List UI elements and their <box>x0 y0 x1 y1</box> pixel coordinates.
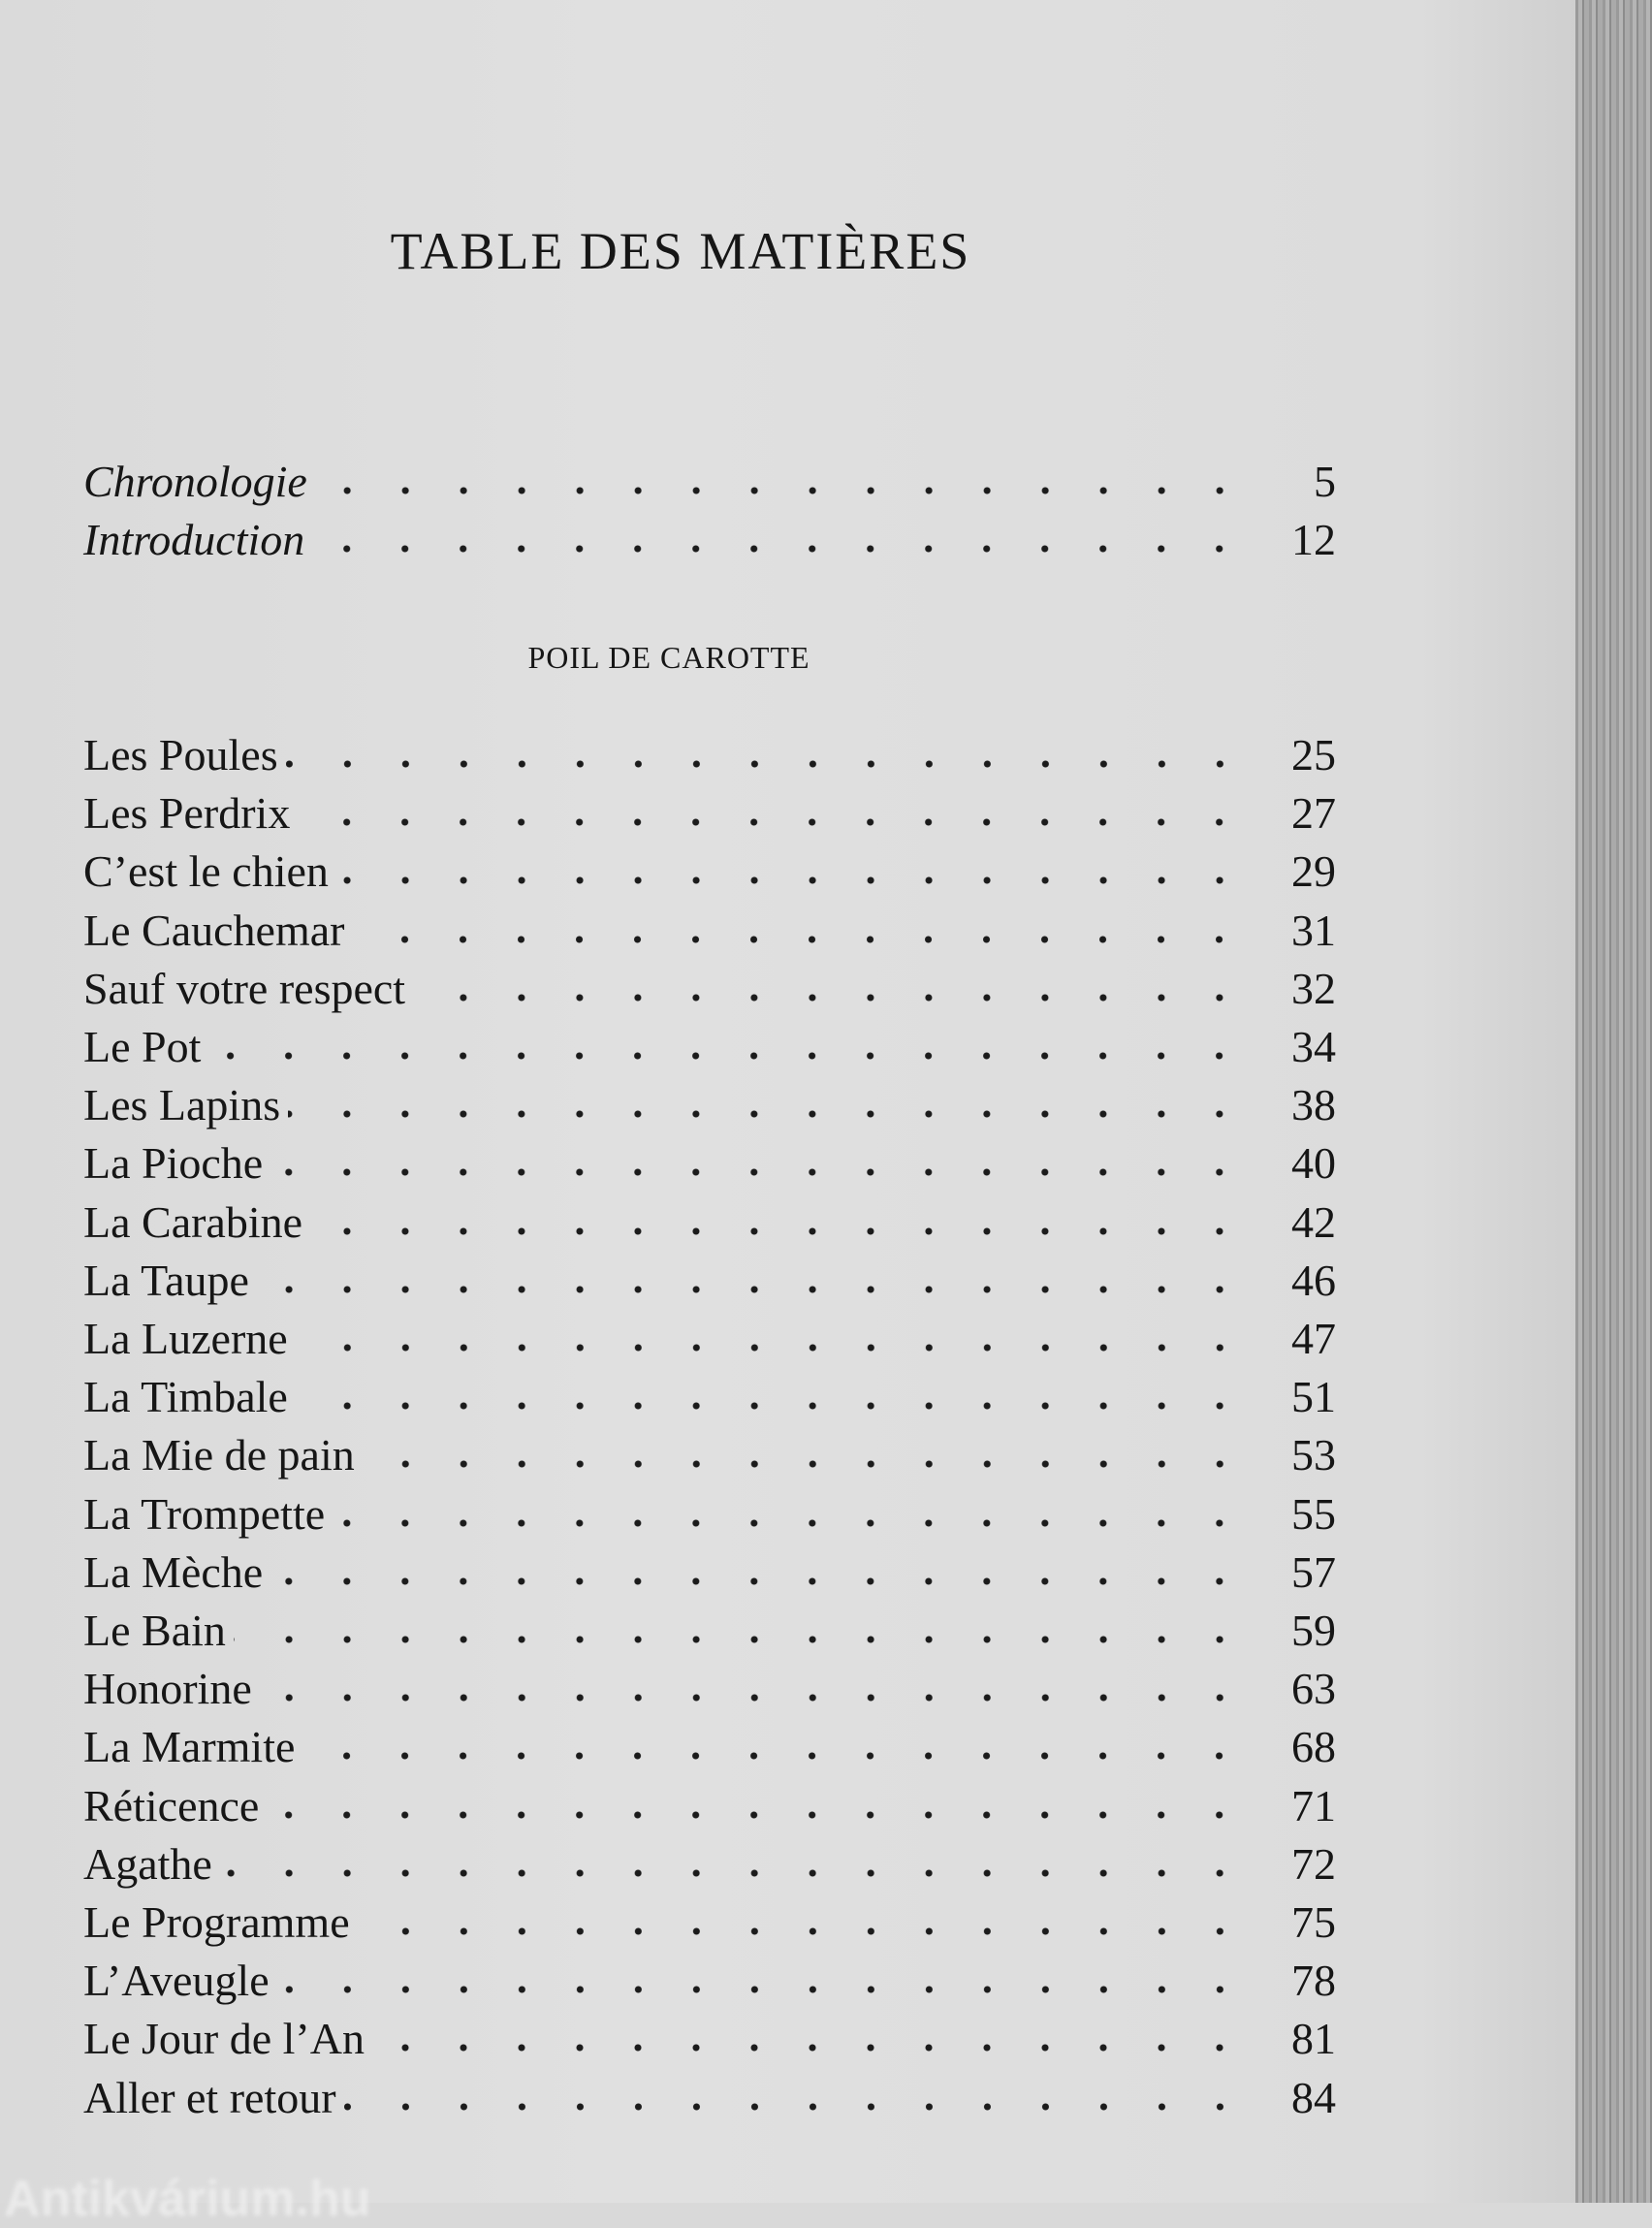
toc-entry <box>83 1371 1336 1429</box>
toc-entry <box>83 845 1336 904</box>
dot-leader <box>363 1458 1249 1470</box>
toc-entry-page: 57 <box>1291 1546 1336 1597</box>
toc-entry-title: La Mie de pain <box>83 1430 355 1480</box>
dot-leader <box>288 1108 1249 1120</box>
toc-entry-title: Sauf votre respect <box>83 963 406 1013</box>
dot-leader <box>315 485 1249 496</box>
toc-entry-page: 46 <box>1291 1255 1336 1305</box>
page-title: TABLE DES MATIÈRES <box>390 222 971 280</box>
toc-entry <box>83 1488 1336 1546</box>
toc-entry-title: La Carabine <box>83 1196 303 1247</box>
dot-leader <box>296 1400 1249 1412</box>
toc-entry-title: Agathe <box>83 1838 212 1889</box>
toc-entry <box>83 1255 1336 1313</box>
toc-entry <box>83 2013 1336 2071</box>
toc-entry <box>83 1955 1336 2013</box>
toc-entry-page: 38 <box>1291 1080 1336 1130</box>
toc-entry-page: 59 <box>1291 1606 1336 1655</box>
toc-entry-page: 78 <box>1291 1956 1336 2006</box>
toc-entry-page: 53 <box>1291 1430 1336 1480</box>
watermark: Antikvárium.hu <box>4 2171 371 2227</box>
toc-entry-title: Le Bain <box>83 1606 226 1655</box>
toc-entry-title: Les Poules <box>83 730 278 780</box>
toc-entry-page: 32 <box>1291 963 1336 1013</box>
dot-leader <box>310 1225 1249 1237</box>
toc-entry-title: La Timbale <box>83 1372 288 1422</box>
toc-entry <box>83 1546 1336 1605</box>
toc-entry-page: 29 <box>1291 846 1336 897</box>
toc-entry-page: 81 <box>1291 2014 1336 2064</box>
toc-entry-page: 42 <box>1291 1196 1336 1247</box>
toc-entry-title: Le Programme <box>83 1897 350 1947</box>
toc-entry-page: 75 <box>1291 1897 1336 1947</box>
dot-leader <box>267 1809 1249 1821</box>
toc-entry-title: C’est le chien <box>83 846 329 897</box>
toc-entry-page: 63 <box>1291 1664 1336 1714</box>
page-edge <box>1575 0 1652 2203</box>
toc-entry-page: 84 <box>1291 2072 1336 2122</box>
toc-entry-title: La Mèche <box>83 1546 264 1597</box>
toc-entry <box>83 729 1336 787</box>
section-title: POIL DE CAROTTE <box>527 640 810 675</box>
dot-leader <box>220 1867 1249 1879</box>
dot-leader <box>358 1926 1249 1937</box>
toc-entry <box>83 1429 1336 1487</box>
toc-entry <box>83 1605 1336 1663</box>
toc-entry-page: 5 <box>1314 457 1336 506</box>
toc-entry <box>83 1079 1336 1137</box>
toc-entry <box>83 963 1336 1021</box>
toc-entry <box>83 787 1336 845</box>
dot-leader <box>208 1050 1249 1062</box>
toc-entry-page: 47 <box>1291 1314 1336 1363</box>
toc-entry <box>83 1780 1336 1838</box>
dot-leader <box>270 1576 1249 1587</box>
dot-leader <box>336 875 1249 886</box>
toc-entry-page: 40 <box>1291 1138 1336 1189</box>
toc-entry <box>83 456 1336 514</box>
toc-entry-page: 34 <box>1291 1022 1336 1071</box>
toc-entry-page: 68 <box>1291 1722 1336 1772</box>
dot-leader <box>312 543 1249 555</box>
toc-entry-title: La Pioche <box>83 1138 264 1189</box>
toc-entry-title: Réticence <box>83 1780 260 1830</box>
toc-entry <box>83 1137 1336 1195</box>
dot-leader <box>234 1634 1249 1645</box>
toc-entry-title: L’Aveugle <box>83 1956 270 2006</box>
dot-leader <box>372 2042 1249 2053</box>
dot-leader <box>257 1284 1249 1295</box>
toc-entry-title: La Marmite <box>83 1722 296 1772</box>
toc-entry-title: La Taupe <box>83 1255 249 1305</box>
toc-entry-title: Le Pot <box>83 1022 202 1071</box>
toc-entry-title: Le Jour de l’An <box>83 2014 365 2064</box>
dot-leader <box>352 934 1249 945</box>
toc-entry-page: 25 <box>1291 730 1336 780</box>
toc-entry-title: Honorine <box>83 1664 252 1714</box>
toc-entry <box>83 1838 1336 1896</box>
toc-entry-title: Aller et retour <box>83 2072 336 2122</box>
toc-entry-title: La Luzerne <box>83 1314 288 1363</box>
toc-entry <box>83 2072 1336 2130</box>
toc-entry-title: Introduction <box>83 515 305 564</box>
toc-entry <box>83 1896 1336 1955</box>
dot-leader <box>296 1342 1249 1353</box>
toc-entry-page: 31 <box>1291 905 1336 955</box>
dot-leader <box>413 992 1249 1003</box>
toc-entry-page: 55 <box>1291 1488 1336 1539</box>
toc-entry-title: Chronologie <box>83 457 307 506</box>
toc-entry <box>83 905 1336 963</box>
toc-entry-title: Les Perdrix <box>83 788 291 839</box>
dot-leader <box>302 1750 1249 1762</box>
dot-leader <box>298 816 1249 828</box>
toc-entry-page: 72 <box>1291 1838 1336 1889</box>
toc-entry-title: Le Cauchemar <box>83 905 345 955</box>
toc-entry <box>83 1196 1336 1255</box>
dot-leader <box>344 2101 1249 2113</box>
toc-entry <box>83 1021 1336 1079</box>
toc-entry <box>83 514 1336 572</box>
dot-leader <box>270 1166 1249 1178</box>
dot-leader <box>333 1517 1249 1529</box>
dot-leader <box>277 1984 1249 1995</box>
toc-entry-title: La Trompette <box>83 1488 326 1539</box>
toc-entry-page: 27 <box>1291 788 1336 839</box>
toc-entry-title: Les Lapins <box>83 1080 281 1130</box>
toc-entry-page: 51 <box>1291 1372 1336 1422</box>
toc-entry <box>83 1313 1336 1371</box>
toc-entry-page: 71 <box>1291 1780 1336 1830</box>
toc-entry <box>83 1663 1336 1721</box>
dot-leader <box>260 1692 1249 1703</box>
dot-leader <box>286 758 1249 770</box>
toc-entry <box>83 1721 1336 1779</box>
toc-entry-page: 12 <box>1291 515 1336 564</box>
